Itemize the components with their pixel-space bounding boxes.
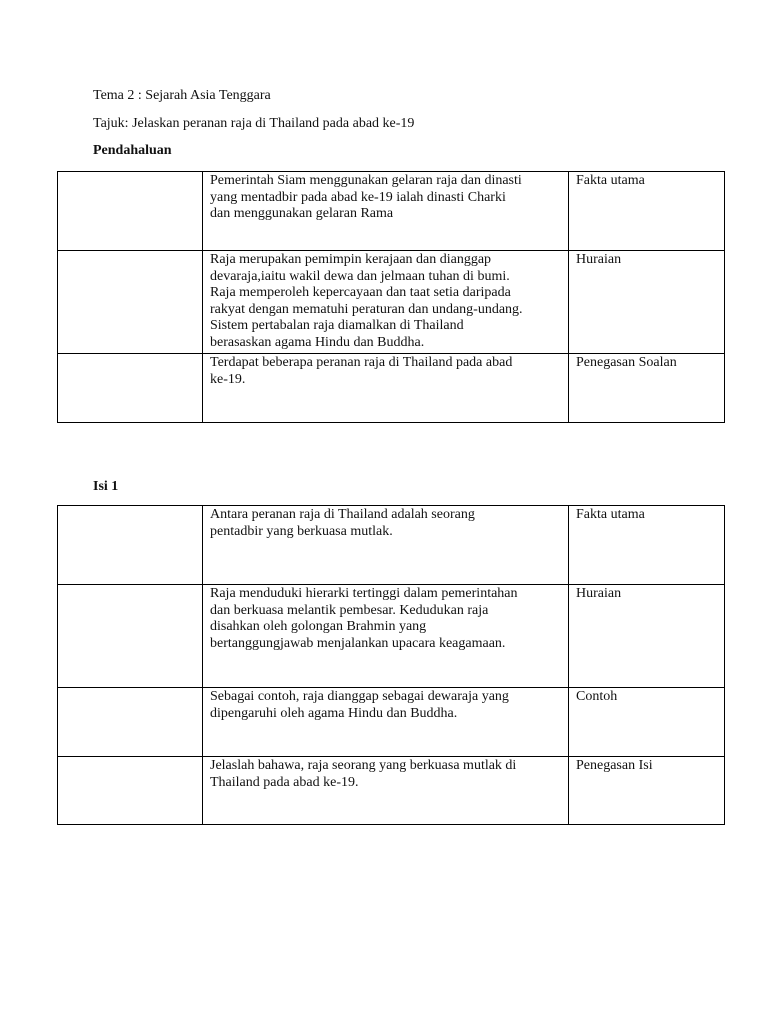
content-line: yang mentadbir pada abad ke-19 ialah dinasti Charki [210,189,506,205]
content-line: dan berkuasa melantik pembesar. Kedudukan raja [210,602,489,618]
label-cell: Fakta utama [569,172,725,251]
label-cell: Huraian [569,585,725,688]
content-line: Thailand pada abad ke-19. [210,774,359,790]
content-line: Sistem pertabalan raja diamalkan di Thailand [210,318,464,333]
content-line: Raja menduduki hierarki tertinggi dalam pemerintahan [210,586,518,601]
empty-cell [58,688,203,757]
table-row [58,585,725,688]
content-line: Sebagai contoh, raja dianggap sebagai dewaraja yang [210,689,509,704]
label-cell: Fakta utama [569,506,725,585]
label-cell: Huraian [569,251,725,354]
table-row [58,506,725,585]
empty-cell [58,506,203,585]
content-line: rakyat dengan mematuhi peraturan dan undang-undang. [210,301,523,317]
content-cell [203,585,569,688]
content-line: pentadbir yang berkuasa mutlak. [210,523,393,539]
content-line: Pemerintah Siam menggunakan gelaran raja dan dinasti [210,173,522,188]
content-line: devaraja,iaitu wakil dewa dan jelmaan tuhan di bumi. [210,268,510,284]
theme-line: Tema 2 : Sejarah Asia Tenggara [93,88,271,103]
empty-cell [58,585,203,688]
table-isi-1 [57,505,725,825]
empty-cell [58,757,203,825]
table-row [58,251,725,354]
content-line: dan menggunakan gelaran Rama [210,206,394,221]
title-line: Tajuk: Jelaskan peranan raja di Thailand pada abad ke-19 [93,116,415,131]
table-row [58,688,725,757]
table-row [58,757,725,825]
content-line: Jelaslah bahawa, raja seorang yang berkuasa mutlak di [210,758,517,773]
content-cell [203,354,569,423]
label-cell: Contoh [569,688,725,757]
content-cell [203,688,569,757]
content-line: Raja merupakan pemimpin kerajaan dan dianggap [210,252,492,267]
section-heading-pendahaluan: Pendahaluan [93,143,172,158]
content-cell [203,757,569,825]
content-line: Antara peranan raja di Thailand adalah seorang [210,507,475,522]
content-line: disahkan oleh golongan Brahmin yang [210,619,427,634]
label-cell: Penegasan Isi [569,757,725,825]
table-pendahaluan [57,171,725,423]
content-line: Terdapat beberapa peranan raja di Thailand pada abad [210,355,513,370]
table-row [58,172,725,251]
table-row [58,354,725,423]
empty-cell [58,172,203,251]
content-line: berasaskan agama Hindu dan Buddha. [210,334,425,350]
content-line: Raja memperoleh kepercayaan dan taat setia daripada [210,285,511,300]
content-line: dipengaruhi oleh agama Hindu dan Buddha. [210,705,458,721]
content-line: bertanggungjawab menjalankan upacara keagamaan. [210,635,506,651]
content-cell [203,251,569,354]
content-line: ke-19. [210,371,246,387]
empty-cell [58,251,203,354]
content-cell [203,506,569,585]
label-cell: Penegasan Soalan [569,354,725,423]
empty-cell [58,354,203,423]
content-cell [203,172,569,251]
section-heading-isi-1: Isi 1 [93,479,119,494]
